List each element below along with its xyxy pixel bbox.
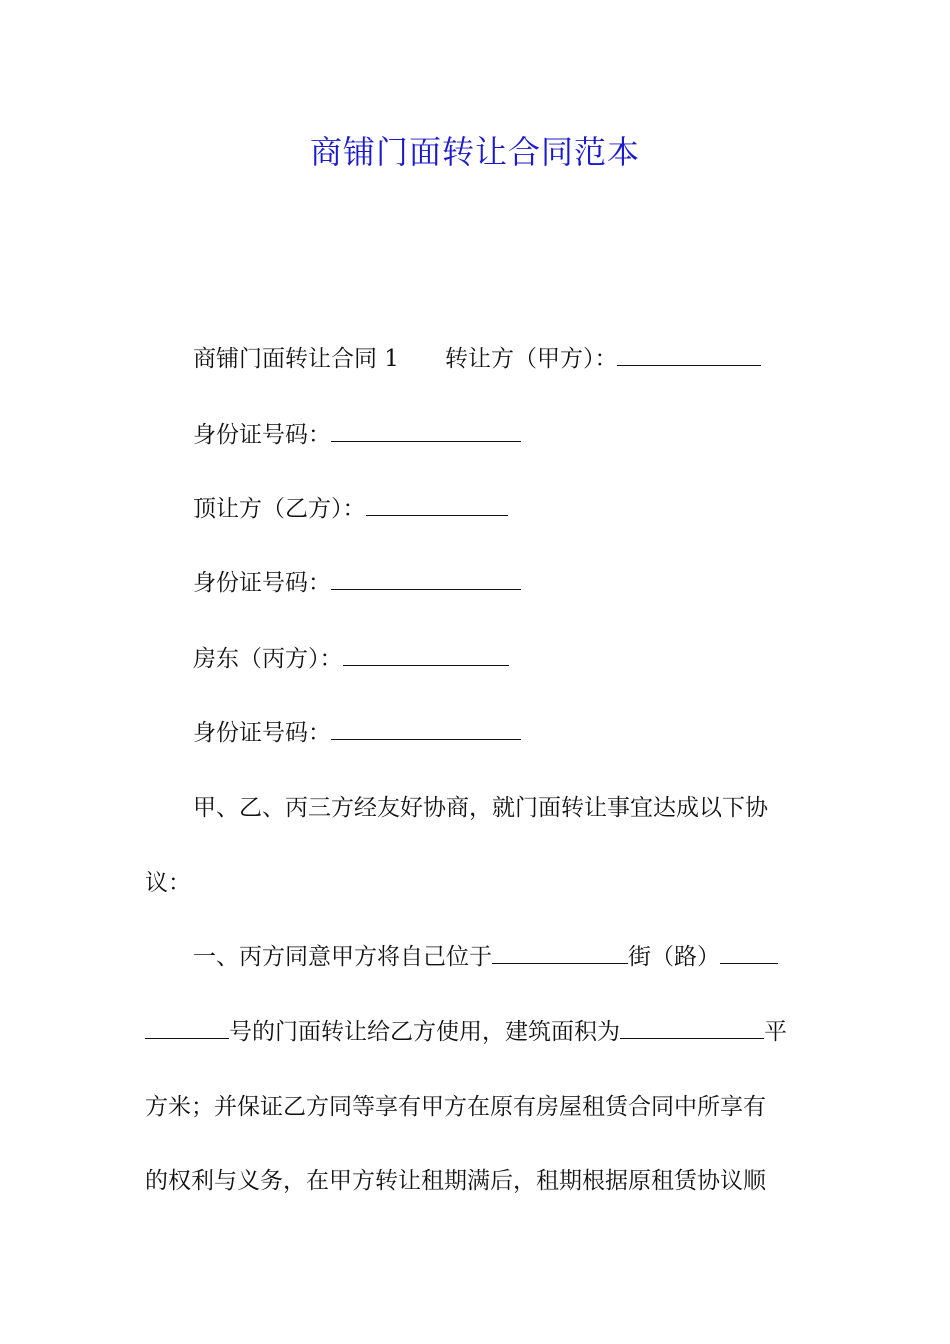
transferee-id-line <box>193 566 521 600</box>
area-blank <box>620 1018 764 1039</box>
paragraph-line: 甲、乙、丙三方经友好协商，就门面转让事宜达成以下协 <box>193 795 768 821</box>
clause-one-line <box>193 940 778 974</box>
clause-one-line: 方米；并保证乙方同等享有甲方在原有房屋租赁合同中所享有 <box>145 1094 766 1120</box>
landlord-id-blank <box>331 719 521 740</box>
document-title: 商铺门面转让合同范本 <box>309 133 640 171</box>
transferee-id-blank <box>331 569 521 590</box>
transferee-line <box>193 492 508 526</box>
transferor-id-blank <box>331 421 521 442</box>
contract-header-line <box>193 342 761 376</box>
landlord-id-line <box>193 716 521 750</box>
number-blank-end <box>145 1018 229 1039</box>
street-label: 街（路） <box>628 944 720 970</box>
landlord-line <box>193 642 509 676</box>
landlord-label: 房东（丙方）： <box>193 646 343 672</box>
number-blank-start <box>720 943 778 964</box>
paragraph-line: 议： <box>145 870 191 896</box>
clause-one-line <box>145 1015 805 1049</box>
landlord-id-label: 身份证号码： <box>193 720 331 746</box>
transferor-id-line <box>193 418 521 452</box>
transferee-blank <box>366 495 508 516</box>
clause-one-line: 的权利与义务，在甲方转让租期满后，租期根据原租赁协议顺 <box>145 1168 766 1194</box>
contract-number-label: 商铺门面转让合同 1 <box>193 346 399 372</box>
transferee-id-label: 身份证号码： <box>193 570 331 596</box>
transferor-label: 转让方（甲方）： <box>444 346 618 372</box>
transferor-id-label: 身份证号码： <box>193 422 331 448</box>
landlord-blank <box>343 645 509 666</box>
street-blank <box>492 943 628 964</box>
clause-one-text: 号的门面转让给乙方使用，建筑面积为 <box>229 1019 620 1045</box>
clause-one-text: 一、丙方同意甲方将自己位于 <box>193 944 492 970</box>
transferee-label: 顶让方（乙方）： <box>193 496 366 522</box>
area-unit-label: 平 <box>764 1019 787 1045</box>
transferor-blank <box>617 345 761 366</box>
